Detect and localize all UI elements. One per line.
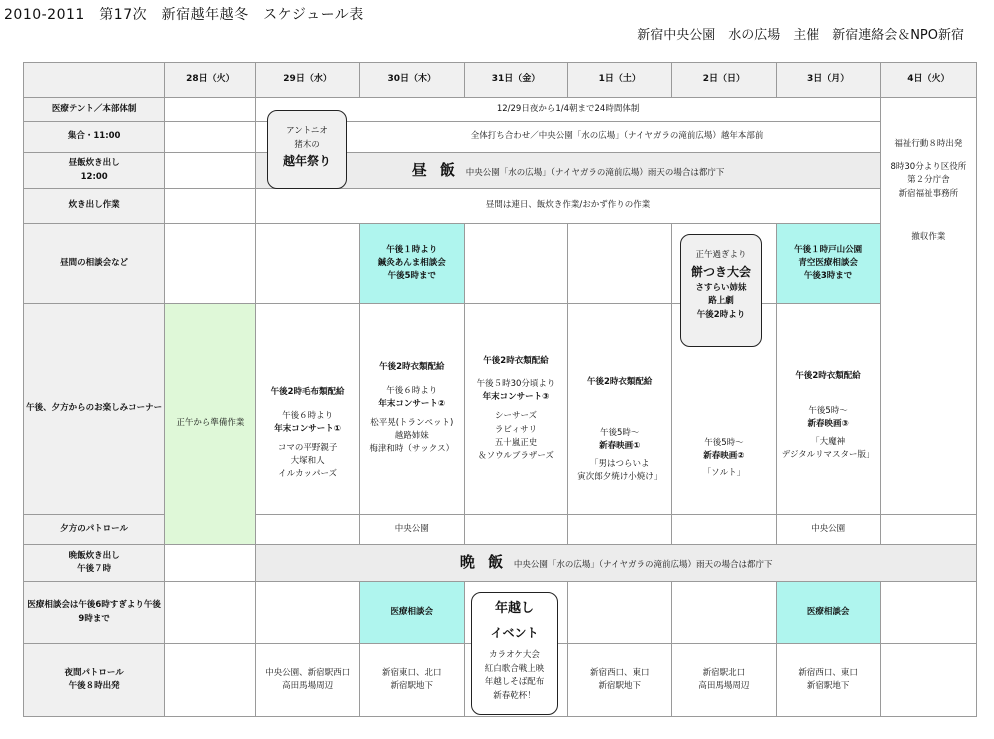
fun-line: 「ソルト」 [702,468,746,479]
cell-empty [568,582,672,644]
fun-head: 午後2時毛布類配給 [270,387,345,398]
fun-line: 松平晃(トランペット) [370,418,454,428]
night-patrol-29 [256,644,359,717]
patrol-line: 新宿西口、東口 [589,667,650,678]
box-title: 餅つき大会 [690,264,751,279]
box-line: 新春乾杯！ [493,690,536,701]
label-gathering: 集合・11:00 [24,122,165,153]
fun-line: 梅津和時（サックス） [369,444,455,455]
box-line: 路上劇 [708,296,734,307]
header-day-30: 30日（木） [359,63,464,98]
sponsor-line: 新宿中央公園 水の広場 主催 新宿連絡会＆NPO新宿 [637,28,964,43]
fun-line: デジタルリマスター版」 [781,449,875,460]
cell-empty [568,224,672,304]
patrol-eve-30: 中央公園 [359,515,464,545]
label-line: 昼飯炊き出し [68,158,120,169]
header-corner [24,63,165,98]
fun-3 [776,304,880,515]
cell-empty [165,189,256,224]
patrol-line: 高田馬場周辺 [698,681,750,691]
fun-line: 年末コンサート① [274,423,341,434]
med-consult-3: 医療相談会 [776,582,880,644]
fun-30 [359,304,464,515]
night-patrol-30 [359,644,464,717]
fun-28: 正午から準備作業 [165,304,256,545]
inoki-festival-box [267,110,347,189]
night-patrol-3 [776,644,880,717]
fun-head: 午後2時衣類配給 [795,371,861,382]
consult-line: 鍼灸あんま相談会 [377,257,446,268]
label-medical-tent: 医療テント／本部体制 [24,98,165,122]
box-line: 猪木の [294,139,320,150]
consult-line: 午後3時まで [803,271,853,282]
dinner-cell [256,545,977,582]
label-med-consult: 医療相談会は午後6時すぎより午後9時まで [24,582,165,644]
fun-line: 午後６時より [386,385,438,396]
fun-line: 年末コンサート③ [482,392,550,403]
fun-line: 「大魔神 [811,436,846,447]
fun-line: 新春映画① [599,441,641,452]
cell-empty [165,582,256,644]
row-cooking [24,189,977,224]
lunch-big-label: 昼 飯 [411,160,460,179]
row-lunch [24,153,977,189]
row-consult [24,224,977,304]
label-lunch [24,153,165,189]
fun-line: 寅次郎夕焼け小焼け」 [577,471,663,482]
cell-empty [165,644,256,717]
header-day-2: 2日（日） [672,63,776,98]
header-day-31: 31日（金） [464,63,567,98]
fun-line: 午後5時〜 [704,438,744,448]
consult-line: 午後5時まで [387,271,436,282]
consult-30 [359,224,464,304]
cell-empty [464,224,567,304]
cell-empty [880,644,976,717]
fun-line: 「男はつらいよ [589,458,650,469]
cell-empty [880,515,976,545]
header-day-29: 29日（水） [256,63,359,98]
row-medical-tent [24,98,977,122]
row-dinner [24,545,977,582]
consult-3 [776,224,880,304]
box-line: 午後2時より [696,309,746,320]
row-gathering [24,122,977,153]
fun-line: 年末コンサート② [378,398,446,409]
patrol-line: 新宿東口、北口 [382,667,442,678]
fun-line: 午後5時〜 [599,428,640,439]
consult-line: 午後１時戸山公園 [794,244,863,255]
box-line: カラオケ大会 [489,649,540,660]
cell-empty [256,582,359,644]
patrol-line: 新宿駅地下 [390,681,434,691]
cell-empty [165,122,256,153]
fun-line: 新春映画② [703,451,745,462]
label-line: 夜間パトロール [64,667,124,678]
cell-empty [165,98,256,122]
day4-line: 撤収作業 [911,231,946,242]
label-line: 午後８時出発 [68,681,120,691]
gathering-text: 全体打ち合わせ／中央公園「水の広場」（ナイヤガラの滝前広場）越年本部前 [256,122,880,153]
med-consult-30: 医療相談会 [359,582,464,644]
patrol-eve-3: 中央公園 [776,515,880,545]
label-dinner [24,545,165,582]
dinner-big-label: 晩 飯 [459,553,508,572]
fun-line: コマの平野親子 [277,443,338,453]
fun-head: 午後2時衣類配給 [483,355,549,366]
fun-line: 午後６時より [282,410,334,421]
cell-empty [464,515,567,545]
label-patrol-eve: 夕方のパトロール [24,515,165,545]
fun-line: シーサーズ [494,411,538,422]
fun-line: 越路姉妹 [394,431,429,442]
header-day-28: 28日（火） [165,63,256,98]
header-day-1: 1日（土） [568,63,672,98]
new-year-event-box [471,592,558,715]
dinner-text: 中央公園「水の広場」（ナイヤガラの滝前広場）雨天の場合は都庁下 [513,560,773,571]
fun-line: 大塚和人 [290,456,325,467]
cell-empty [672,582,776,644]
box-line: 紅白歌合戦上映 [484,663,545,674]
lunch-cell [256,153,880,189]
fun-head: 午後2時衣類配給 [586,377,653,387]
patrol-line: 高田馬場周辺 [282,681,334,691]
box-title: 年越し [494,601,534,616]
header-day-3: 3日（月） [776,63,880,98]
mochi-event-box [680,234,762,347]
fun-line: 五十嵐正史 [494,437,538,448]
cell-empty [256,515,359,545]
fun-head: 午後2時衣類配給 [379,362,445,373]
label-line: 晩飯炊き出し [68,550,120,561]
fun-line: イルカッパーズ [278,469,338,480]
lunch-text: 中央公園「水の広場」（ナイヤガラの滝前広場）雨天の場合は都庁下 [465,167,725,178]
box-line: 年越しそば配布 [484,677,545,688]
fun-1 [568,304,672,515]
night-patrol-1 [568,644,672,717]
fun-line: 午後5時〜 [808,406,848,417]
patrol-line: 新宿西口、東口 [798,667,858,678]
fun-line: 新春映画③ [807,419,849,430]
label-night-patrol [24,644,165,717]
fun-line: 午後５時30分頃より [476,379,556,390]
night-patrol-2 [672,644,776,717]
cell-empty [256,224,359,304]
label-line: 12:00 [80,171,108,182]
cell-empty [165,545,256,582]
day4-line: 8時30分より区役所 [890,162,967,173]
fun-31 [464,304,567,515]
cooking-text: 昼間は連日、飯炊き作業/おかず作りの作業 [256,189,880,224]
fun-line: ＆ソウルブラザーズ [478,450,554,461]
patrol-line: 新宿駅北口 [702,667,746,678]
cell-empty [165,224,256,304]
box-line: 正午過ぎより [695,250,747,260]
day4-line: 新宿福祉事務所 [898,188,959,199]
fun-line: ラビィサリ [494,424,538,435]
label-line: 午後７時 [77,564,112,574]
box-line: さすらい姉妹 [695,282,747,293]
cell-empty [165,153,256,189]
cell-empty [880,582,976,644]
consult-line: 午後１時より [386,244,438,255]
label-consult: 昼間の相談会など [24,224,165,304]
day4-column [880,98,976,515]
row-fun [24,304,977,515]
medical-tent-text: 12/29日夜から1/4朝まで24時間体制 [256,98,880,122]
cell-empty [568,515,672,545]
header-day-4: 4日（火） [880,63,976,98]
day4-line: 第２分庁舎 [907,175,950,186]
box-title: 越年祭り [282,154,331,169]
box-line: アントニオ [286,126,328,136]
label-fun: 午後、夕方からのお楽しみコーナー [24,304,165,515]
box-title: イベント [490,625,539,640]
consult-line: 青空医療相談会 [798,257,858,268]
cell-empty [672,515,776,545]
patrol-line: 中央公園、新宿駅西口 [265,667,351,678]
label-cooking: 炊き出し作業 [24,189,165,224]
day4-line: 福祉行動８時出発 [894,139,963,149]
page-title: 2010-2011 第17次 新宿越年越冬 スケジュール表 [4,7,364,23]
fun-29 [256,304,359,515]
patrol-line: 新宿駅地下 [598,681,641,691]
patrol-line: 新宿駅地下 [806,681,850,691]
header-row [24,63,977,98]
